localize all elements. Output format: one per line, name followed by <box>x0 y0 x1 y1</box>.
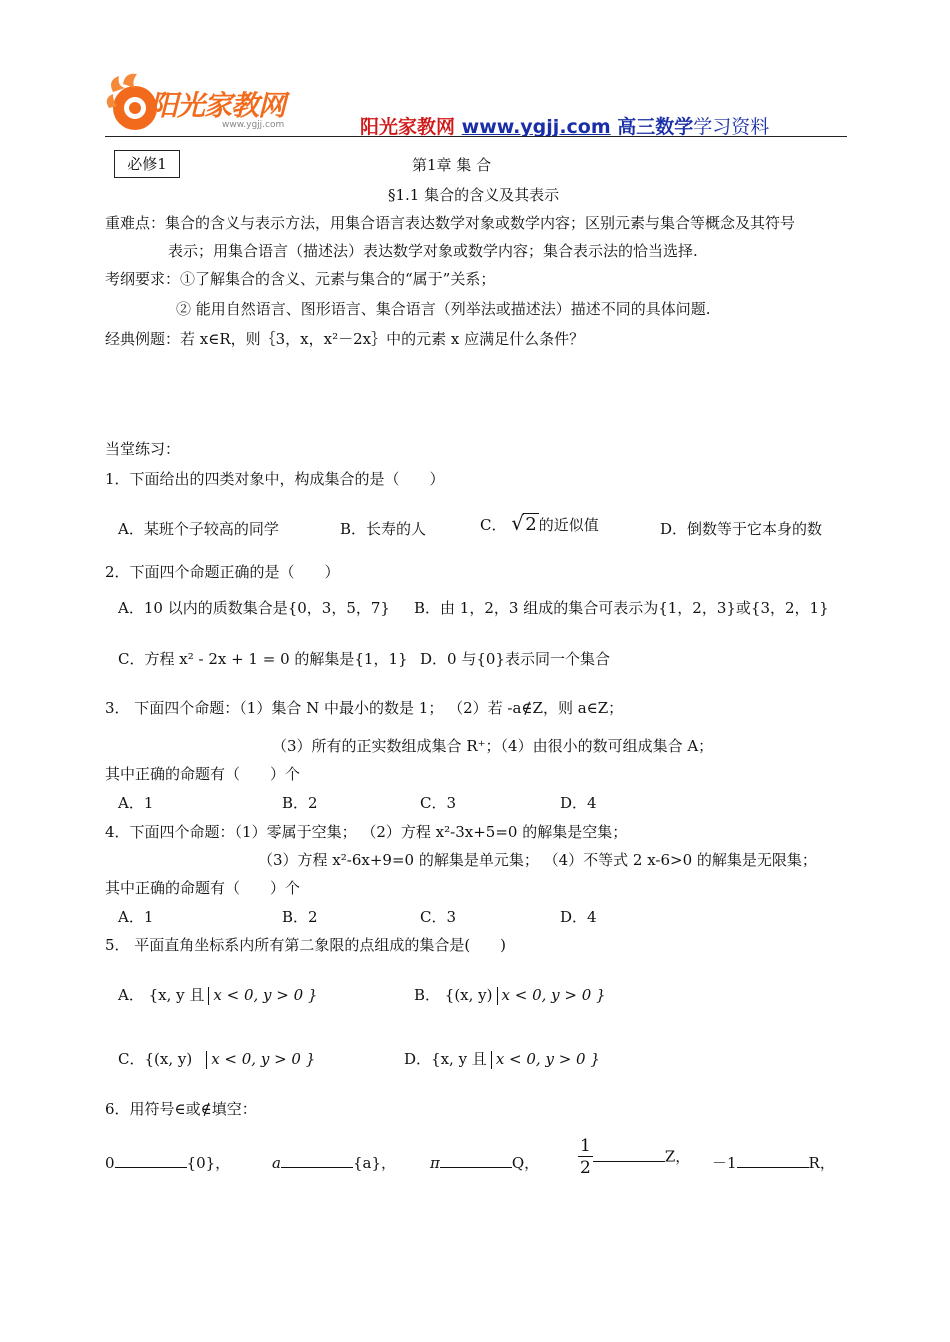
logo-url: www.ygjj.com <box>222 120 285 130</box>
subject-label: 高三数学 <box>617 116 694 138</box>
site-name: 阳光家教网 <box>360 116 456 138</box>
q6-item-2-right: {a}， <box>352 1154 396 1172</box>
q6-blank-5[interactable] <box>737 1153 809 1168</box>
bar-symbol <box>208 987 209 1005</box>
q3-option-c: C．3 <box>420 794 457 812</box>
question-5: 5． 平面直角坐标系内所有第二象限的点组成的集合是( ) <box>105 936 507 954</box>
fraction-denominator: 2 <box>580 1158 591 1178</box>
q5-option-d-condition: x < 0, y > 0 } <box>495 1050 600 1068</box>
q4-option-b: B．2 <box>282 908 318 926</box>
example-question: 经典例题：若 x∈R，则｛3，x，x²－2x｝中的元素 x 应满足什么条件？ <box>105 330 585 348</box>
material-label: 学习资料 <box>693 116 770 138</box>
q3-option-a: A．1 <box>118 794 154 812</box>
q5-option-b-condition: x < 0, y > 0 } <box>501 986 606 1004</box>
q2-option-a: A．10 以内的质数集合是{0，3，5，7} <box>118 599 390 617</box>
q4-option-c: C．3 <box>420 908 457 926</box>
q5-option-d <box>404 1048 600 1069</box>
section-title: §1.1 集合的含义及其表示 <box>388 186 560 204</box>
question-4-line-3: 其中正确的命题有（ ）个 <box>105 879 301 897</box>
q6-item-1-right: {0}， <box>186 1154 231 1172</box>
q6-item-2 <box>272 1152 396 1173</box>
q5-option-a-condition: x < 0, y > 0 } <box>213 986 318 1004</box>
header-title <box>360 112 769 139</box>
question-3: 3． 下面四个命题：（1）集合 N 中最小的数是 1； （2）若 -a∉Z，则 a∈Z； <box>105 699 624 717</box>
syllabus-line-2: ② 能用自然语言、图形语言、集合语言（列举法或描述法）描述不同的具体问题. <box>176 300 711 318</box>
q1-radicand: 2 <box>525 514 537 535</box>
q6-item-1-left: 0 <box>105 1154 115 1172</box>
q1-option-c-prefix: C． <box>480 516 507 534</box>
q5-option-c-condition: x < 0, y > 0 } <box>211 1050 316 1068</box>
q5-option-c-prefix: C．{(x, y) <box>118 1050 193 1068</box>
header-rule <box>105 136 847 137</box>
q6-item-3-left: π <box>430 1154 440 1172</box>
sqrt-icon: √ 2 <box>511 511 537 535</box>
q1-option-b: B．长寿的人 <box>340 520 427 538</box>
question-3-line-2: （3）所有的正实数组成集合 R⁺；（4）由很小的数可组成集合 A； <box>272 737 714 755</box>
question-6: 6．用符号∈或∉填空： <box>105 1100 257 1118</box>
q6-item-5-left: －1 <box>712 1154 737 1172</box>
q2-option-d: D．0 与{0}表示同一个集合 <box>420 650 610 668</box>
q2-option-b: B．由 1，2，3 组成的集合可表示为{1，2，3}或{3，2，1} <box>414 599 829 617</box>
q6-item-5 <box>712 1152 835 1173</box>
badge-box: 必修1 <box>114 150 180 178</box>
q4-option-a: A．1 <box>118 908 154 926</box>
q1-option-c <box>480 511 599 535</box>
fraction-numerator: 1 <box>580 1136 591 1156</box>
key-points-label: 重难点： <box>105 214 166 232</box>
q5-option-b <box>414 984 606 1005</box>
q6-item-4 <box>578 1136 690 1179</box>
q6-blank-4[interactable] <box>593 1147 665 1162</box>
question-2: 2．下面四个命题正确的是（ ） <box>105 563 340 581</box>
q1-option-d: D．倒数等于它本身的数 <box>660 520 823 538</box>
q4-option-d: D．4 <box>560 908 597 926</box>
syllabus-line-1: 考纲要求：①了解集合的含义、元素与集合的“属于”关系； <box>105 270 496 288</box>
key-points-line-1: 集合的含义与表示方法，用集合语言表达数学对象或数学内容；区别元素与集合等概念及其符号 <box>165 214 796 232</box>
key-points <box>105 212 795 233</box>
site-url-link[interactable]: www.ygjj.com <box>461 116 611 138</box>
logo-text: 阳光家教网 <box>150 89 286 122</box>
q5-option-b-prefix: B． {(x, y) <box>414 986 493 1004</box>
q6-item-4-right: Z， <box>664 1147 691 1166</box>
q6-item-1 <box>105 1152 230 1173</box>
fraction-one-half <box>578 1136 593 1179</box>
q3-option-b: B．2 <box>282 794 318 812</box>
q3-option-d: D．4 <box>560 794 597 812</box>
question-3-line-3: 其中正确的命题有（ ）个 <box>105 765 301 783</box>
key-points-line-2: 表示；用集合语言（描述法）表达数学对象或数学内容；集合表示法的恰当选择. <box>168 242 698 260</box>
q6-blank-1[interactable] <box>115 1153 187 1168</box>
chapter-title: 第1章 集 合 <box>412 156 492 174</box>
q6-blank-3[interactable] <box>440 1153 512 1168</box>
q6-item-3-right: Q， <box>511 1154 540 1172</box>
bar-symbol <box>497 987 498 1005</box>
question-4-line-2: （3）方程 x²-6x+9=0 的解集是单元集； （4）不等式 2 x-6>0 的解集是无限集； <box>258 851 817 869</box>
q5-option-a-prefix: A． {x, y 且 <box>118 986 205 1004</box>
q6-blank-2[interactable] <box>281 1153 353 1168</box>
q2-option-c: C．方程 x² - 2x + 1 = 0 的解集是{1，1} <box>118 650 408 668</box>
q1-option-a: A．某班个子较高的同学 <box>118 520 279 538</box>
bar-symbol <box>206 1051 207 1069</box>
q5-option-a <box>118 984 317 1005</box>
q6-item-3 <box>430 1152 539 1173</box>
question-4: 4．下面四个命题：（1）零属于空集； （2）方程 x²-3x+5=0 的解集是空集； <box>105 823 628 841</box>
bar-symbol <box>491 1051 492 1069</box>
q1-option-c-suffix: 的近似值 <box>538 516 599 534</box>
practice-label: 当堂练习： <box>105 440 181 458</box>
q5-option-c <box>118 1048 315 1069</box>
q6-item-5-right: R， <box>808 1154 835 1172</box>
question-1: 1．下面给出的四类对象中，构成集合的是（ ） <box>105 470 445 488</box>
q5-option-d-prefix: D．{x, y 且 <box>404 1050 487 1068</box>
q6-item-2-left: a <box>272 1154 281 1172</box>
